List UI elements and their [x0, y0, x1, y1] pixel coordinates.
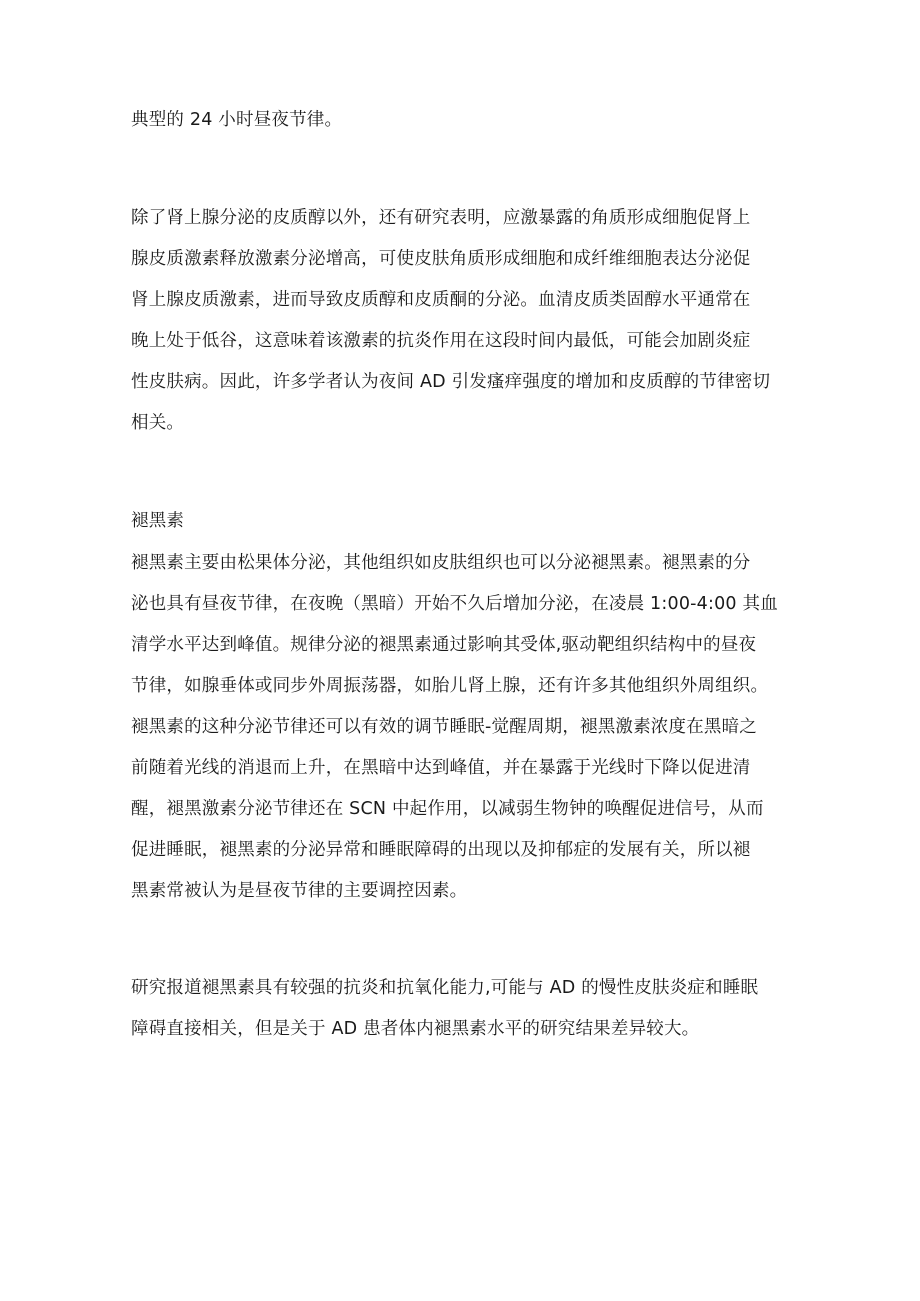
paragraph-3-line-8: 促进睡眠，褪黑素的分泌异常和睡眠障碍的出现以及抑郁症的发展有关，所以褪: [131, 840, 751, 860]
paragraph-3-line-2: 泌也具有昼夜节律，在夜晚（黑暗）开始不久后增加分泌，在凌晨 1:00-4:00 其血: [131, 594, 778, 614]
section-heading-melatonin: 褪黑素: [131, 511, 185, 531]
paragraph-2-line-4: 晚上处于低谷，这意味着该激素的抗炎作用在这段时间内最低，可能会加剧炎症: [131, 331, 751, 351]
paragraph-3-line-6: 前随着光线的消退而上升，在黑暗中达到峰值，并在暴露于光线时下降以促进清: [131, 758, 751, 778]
paragraph-4-line-1: 研究报道褪黑素具有较强的抗炎和抗氧化能力,可能与 AD 的慢性皮肤炎症和睡眠: [131, 978, 759, 998]
paragraph-2-line-2: 腺皮质激素释放激素分泌增高，可使皮肤角质形成细胞和成纤维细胞表达分泌促: [131, 249, 751, 269]
paragraph-3-line-7: 醒，褪黑激素分泌节律还在 SCN 中起作用，以减弱生物钟的唤醒促进信号，从而: [131, 799, 764, 819]
paragraph-3-line-3: 清学水平达到峰值。规律分泌的褪黑素通过影响其受体,驱动靶组织结构中的昼夜: [131, 635, 757, 655]
paragraph-2-line-5: 性皮肤病。因此，许多学者认为夜间 AD 引发瘙痒强度的增加和皮质醇的节律密切: [131, 372, 771, 392]
paragraph-2-line-6: 相关。: [131, 413, 185, 433]
paragraph-3-line-1: 褪黑素主要由松果体分泌，其他组织如皮肤组织也可以分泌褪黑素。褪黑素的分: [131, 553, 751, 573]
paragraph-3-line-9: 黑素常被认为是昼夜节律的主要调控因素。: [131, 881, 468, 901]
paragraph-3-line-5: 褪黑素的这种分泌节律还可以有效的调节睡眠-觉醒周期，褪黑激素浓度在黑暗之: [131, 717, 758, 737]
paragraph-2-line-3: 肾上腺皮质激素，进而导致皮质醇和皮质酮的分泌。血清皮质类固醇水平通常在: [131, 290, 751, 310]
paragraph-2-line-1: 除了肾上腺分泌的皮质醇以外，还有研究表明，应激暴露的角质形成细胞促肾上: [131, 208, 751, 228]
paragraph-1-line-1: 典型的 24 小时昼夜节律。: [131, 110, 343, 130]
paragraph-3-line-4: 节律，如腺垂体或同步外周振荡器，如胎儿肾上腺，还有许多其他组织外周组织。: [131, 676, 769, 696]
paragraph-4-line-2: 障碍直接相关，但是关于 AD 患者体内褪黑素水平的研究结果差异较大。: [131, 1019, 700, 1039]
